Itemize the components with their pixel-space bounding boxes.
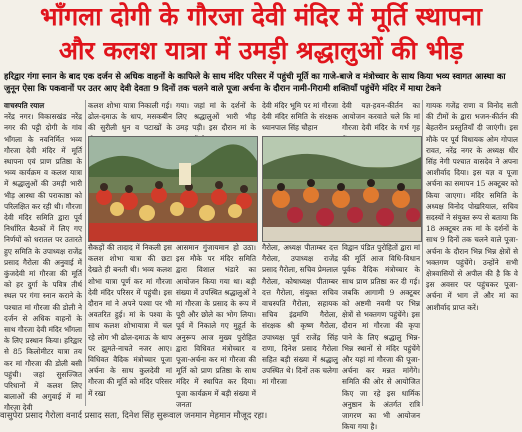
lead-paragraph: हरिद्वार गंगा स्नान के बाद एक दर्जन से अधिक वाहनों के काफिले के साथ मंदिर परिसर में पहुंची मूर्ति का गाजे-बाजे व मंत्रोच्चार के साथ किया भव्य स्वागत आस्था का जुनून ऐसा कि पकवानों पर उतर आए देवी देवता 9 दिनों तक चलने वाले पूजा अर्चना के दौरान नामी-गिरामी शक्तियाँ पहुंचेंगे मंदिर में माथा टेकने	[4, 71, 506, 93]
column-lower-4	[342, 242, 420, 432]
headline-line-1: भाँगला दोगी के गौरजा देवी मंदिर में मूर्ति स्थापना	[40, 2, 482, 31]
article-body-3: गया। जहां मां के दर्शनों के लिए श्रद्धालुओं भारी भीड़ उमड़ पड़ी। इस दौरान मां के	[176, 101, 256, 133]
article-body-lower-2: आसमान गुंजायमान हो उठा। इस मौके पर मंदिर समिति द्वारा विशाल भंडारे का आयोजन किया गया था। बड़ी संख्या में उपस्थित श्रद्धालुओं ने मां गौरजा के प्रसाद के रूप में पूरी और छोले का भोग लिया। पूर्व में निकाले गए मुहूर्त के अनुरूप आज मुख्य पुरोहित द्वारा विधिवत मंत्रोच्चार व पूजा-अर्चना कर मां गौरजा की मूर्ति को प्राण प्रतिष्ठा के साथ मंदिर में स्थापित कर दिया। पूजा कार्यक्रम में बड़ी संख्या में जनता	[176, 243, 256, 409]
article-body-4: देवी मंदिर भूमि पर मां गौरजा देवी मंदिर समिति के संरक्षक ध्यानपाल सिंह चौहान	[262, 101, 338, 133]
column-divider	[85, 100, 86, 406]
column-left	[4, 100, 82, 413]
column-lower-1	[88, 242, 172, 406]
procession-photo	[88, 136, 258, 242]
column-lower-2	[176, 242, 256, 409]
column-divider-right	[422, 100, 423, 406]
column-5-top	[342, 100, 420, 134]
devotees-photo	[262, 136, 422, 242]
byline: वाचस्पति रयाल	[4, 101, 45, 110]
article-body-lower-3: गैरोला, अध्यक्ष पीताम्बर दत्त गैरोला, उपाध्यक्ष राजेंद्र प्रसाद गैरोला, सचिव प्रेमलाल गैरोला, कोषाध्यक्ष पीताम्बर दत्त गैरोला, संयुक्त सचिव वाचस्पति गैरोला, सहायक सचिव इंद्रमणि गैरोला, संरक्षक श्री कृष्ण गैरोला, उपाध्यक्ष पूर्व राजेंद्र सिंह राणा, दिनेश प्रसाद गैरोला सहित बड़ी संख्या में श्रद्धालु उपस्थित थे। दिनों तक चलेगा मां गौरजा	[262, 243, 338, 387]
column-lower-3	[262, 242, 338, 406]
article-body-lower-4: विद्वान पंडित पुरोहितों द्वारा मां की मूर्ति आज विधि-विधान पूर्वक वैदिक मंत्रोच्चार के साथ प्राण प्रतिष्ठा कर दी गई। जबकि आगामी 9 अक्टूबर को अष्टमी नवमी पर भिन्न क्षेत्रों से भक्तगण पहुंचेंगे। इस दौरान मां गौरजा की कृपा पाने के लिए श्रद्धालु भिन्न-भिन्न स्थानों से मंदिर पहुंचेंगे और यहां मां गौरजा की पूजा-अर्चना कर मन्नत मांगेंगे। समिति की ओर से आयोजित किए जा रहे इस धार्मिक अनुष्ठान के अंतर्गत रात्रि जागरण का भी आयोजन किया गया है।	[342, 243, 420, 432]
article-body-lower-1: सैकड़ों की तादाद में निकली इस कलश शोभा यात्रा की छटा देखते ही बनती थी। भव्य कलश शोभा यात्रा पूर्ण कर मां गौरजा देवी मंदिर परिसर में पहुंची। इस दौरान मां ने अपने पश्वा पर भी अवतरित हुई। मां के पश्वा के साथ कलश शोभायात्रा में चल रहे लोग भी ढोल-दमाऊ के थाप पर झूमते-नाचते नजर आए। विधिवत वैदिक मंत्रोच्चार पूजा अर्चना के साथ कुलदेवी मां गौरजा की मूर्ति को मंदिर परिसर में रखा	[88, 243, 172, 398]
article-body-2: कलश शोभा यात्रा निकाली गई। ढोल-दमाऊ के धाप, मसकबीन की सुरीली धुन व पटाखों के	[88, 101, 172, 133]
column-right	[426, 100, 518, 405]
column-2-top	[88, 100, 172, 134]
article-body-right: गायक गजेंद्र राणा व विनोद सती की टीमों के द्वारा भजन-कीर्तन की बेहतरीन प्रस्तुतियाँ दी जाएंगी। इस मौके पर पूर्व विधायक ओम गोपाल रावत, नरेंद्र नगर के अध्यक्ष धीर सिंह नेगी पश्चात वासदेव ने अपना आशीर्वाद दिया। इस यज्ञ व पूजा अर्चना का समापन 15 अक्टूबर को किया जाएगा। मंदिर समिति के अध्यक्ष विनोद पोखरियाल, सचिव सदस्यों ने संयुक्त रूप से बताया कि 18 अक्टूबर तक मां के दर्शनों के साथ 9 दिनों तक चलने वाले पूजा-अर्चना के दौरान भिन्न भिन्न क्षेत्रों से भक्तगण पहुंचेंगे। उन्होंने सभी क्षेत्रवासियों से अपील की है कि वे इस अवसर पर पहुंचकर पूजा-अर्चना में भाग लें और मां का आशीर्वाद प्राप्त करें।	[426, 101, 518, 312]
article-body-left: नरेंद्र नगर। विकासखंड नरेंद्र नगर की पट्टी दोगी के गांव भाँगला के नवनिर्मित भव्य गौरजा देवी मंदिर में मूर्ति स्थापना एवं प्राण प्रतिष्ठा के भव्य कार्यक्रम व कलश यात्रा में श्रद्धालुओं की उमड़ी भारी भीड़ आस्था की पराकाष्ठा को परिलक्षित कर रही थी। गौरजा देवी मंदिर समिति द्वारा पूर्व निर्धारित बैठकों में लिए गए निर्णयों को धरातल पर उतारते हुए समिति के उपाध्यक्ष राजेंद्र प्रसाद गैरोला की अनुवाई में कुंजदेवी मां गौरजा की मूर्ति को हर दुर्गा के पवित्र तीर्थ स्थल पर गंगा स्नान कराने के पश्चात मां गौरजा की डोली ने दर्जन से अधिक वाहनों के साथ गौरजा देवी मंदिर भाँगला के लिए प्रस्थान किया। हरिद्वार से 85 किलोमीटर यात्रा तय कर मां गौरजा की डोली बसी पहुंची। जहां सुसज्जित परिधानों में कलश लिए बालाओं की अगुवाई में मां गौरजा देवी	[4, 112, 82, 413]
article-body-5: देवी यज्ञ-हवन-कीर्तन का आयोजन करवाते चले कि मां गौरजा देवी मंदिर के गर्भ गृह	[342, 101, 420, 133]
column-4-top	[262, 100, 338, 134]
headline-line-2: और कलश यात्रा में उमड़ी श्रद्धालुओं की भीड़	[58, 36, 464, 65]
column-3-top	[176, 100, 256, 134]
footer-caption: वासुपेरा प्रसाद गैरोला वनार्द प्रसाद सता, दिनेश सिंह सुरूवाल जनमान मेहमान मौजूद रहा।	[0, 410, 268, 420]
